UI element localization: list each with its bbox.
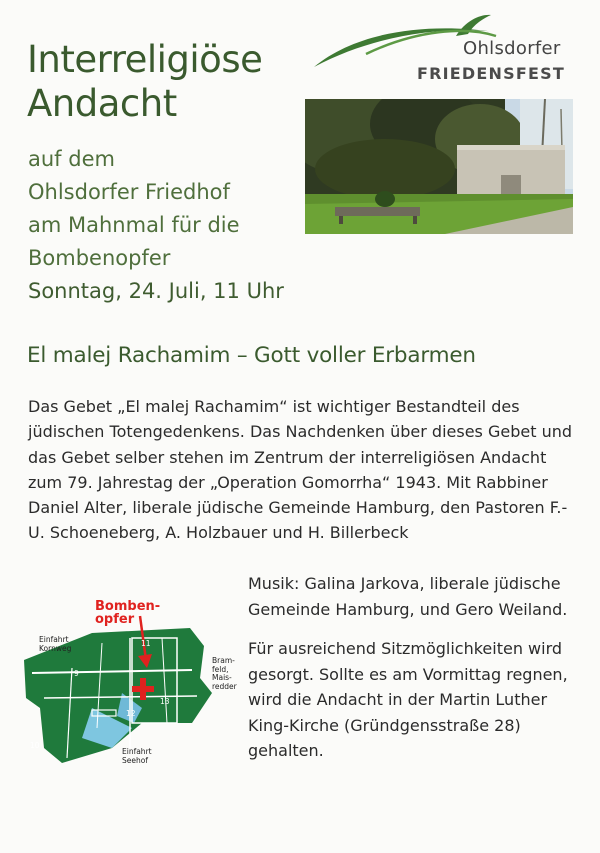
section-heading: El malej Rachamim – Gott voller Erbarmen: [27, 343, 476, 368]
rain-info-text: Für ausreichend Sitzmöglichkeiten wird gesorgt. Sollte es am Vormittag regnen, wird die Andacht in der Martin Luther King-Kirche (Gründgensstraße 28) gehalten.: [248, 639, 568, 760]
event-date: Sonntag, 24. Juli, 11 Uhr: [28, 279, 284, 303]
info-column: [248, 571, 568, 764]
map-number-11: 11: [141, 639, 151, 648]
subtitle-line: am Mahnmal für die: [28, 213, 240, 237]
map-number-12: 12: [126, 709, 136, 718]
map-label-bramfeld: Bram- feld, Mais- redder: [212, 656, 237, 691]
subtitle-line: auf dem: [28, 147, 115, 171]
map-number-9: 9: [74, 669, 79, 678]
subtitle-line: Ohlsdorfer Friedhof: [28, 180, 230, 204]
map-number-10: 10: [30, 741, 40, 750]
map-label-bombenopfer: Bomben- opfer: [95, 599, 161, 627]
map-label-kornweg: Einfahrt Kornweg: [39, 635, 72, 653]
logo-text-friedensfest: FRIEDENSFEST: [417, 64, 565, 83]
subtitle-line: Bombenopfer: [28, 246, 171, 270]
memorial-photo: [305, 99, 573, 234]
page-title: Interreligiöse Andacht: [27, 38, 263, 125]
body-text: Das Gebet „El malej Rachamim“ ist wichtiger Bestandteil des jüdischen Totengedenkens. Das Nachdenken über dieses Gebet und das Gebet selber stehen im Zentrum der interreligiösen Andacht zum 79. Jahrestag der „Operation Gomorrha“ 1943. Mit Rabbiner Daniel Alter, liberale jüdische Gemeinde Hamburg, den Pastoren F.-U. Schoeneberg, A. Holzbauer und H. Billerbeck: [28, 397, 573, 543]
logo-text-ohlsdorfer: Ohlsdorfer: [463, 38, 561, 59]
subtitle: [28, 143, 318, 308]
map-label-seehof: Einfahrt Seehof: [122, 747, 152, 765]
music-text: Musik: Galina Jarkova, liberale jüdische Gemeinde Hamburg, und Gero Weiland.: [248, 574, 568, 619]
map-number-13: 13: [160, 697, 170, 706]
